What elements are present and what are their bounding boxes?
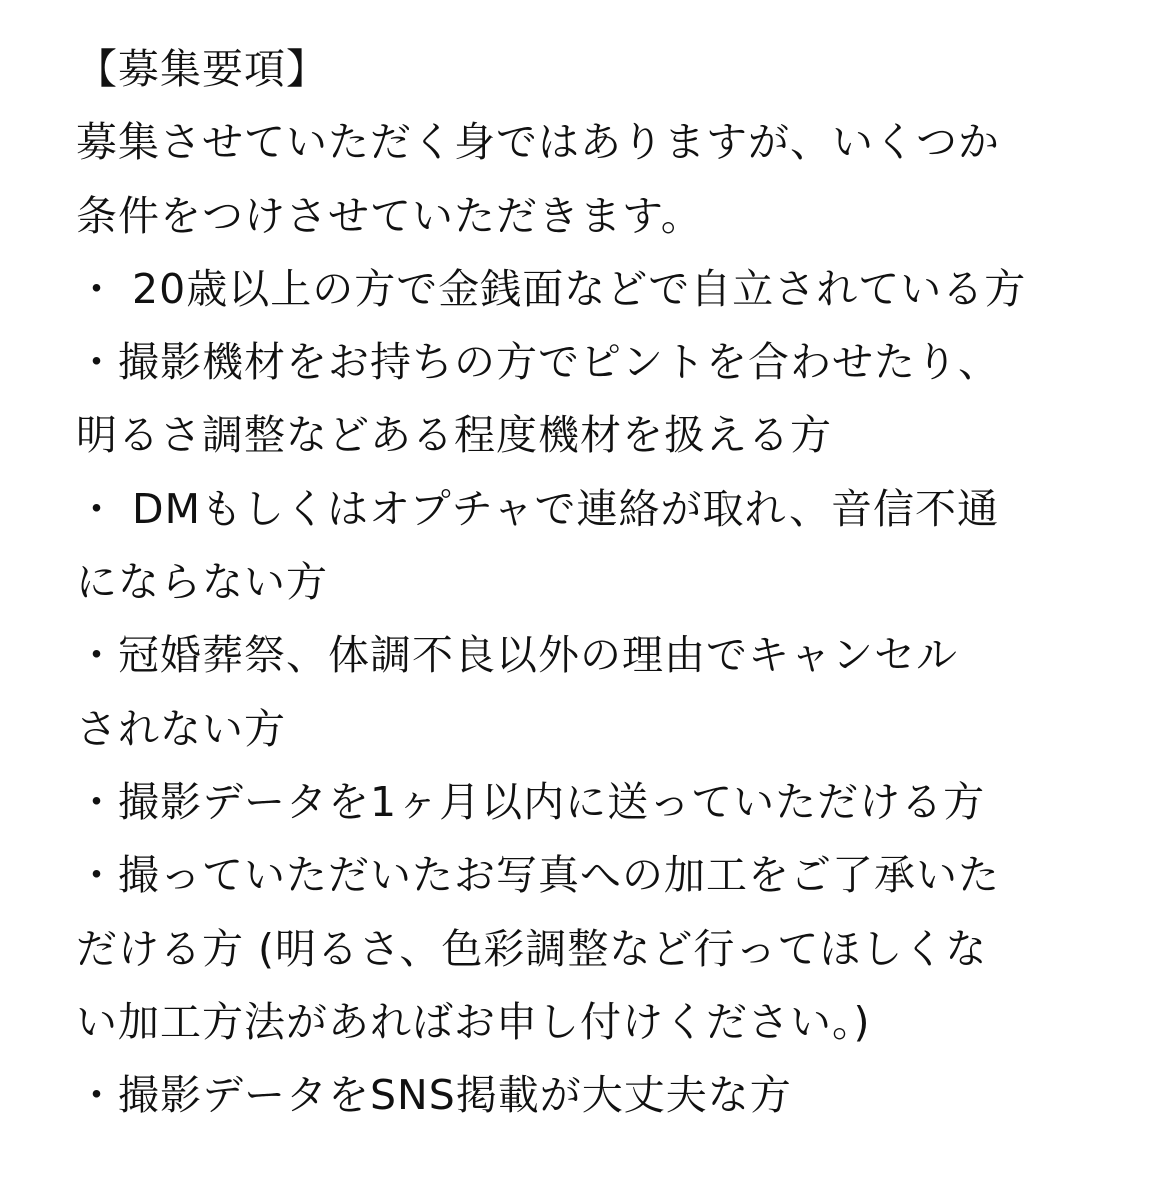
condition-item-equipment: [76, 326, 1116, 473]
condition-line: ・ DMもしくはオプチャで連絡が取れ、音信不通: [76, 484, 999, 533]
condition-line: だける方 (明るさ、色彩調整など行ってほしくな: [76, 924, 988, 973]
condition-item-editing: [76, 839, 1116, 1059]
condition-item-cancellation: [76, 619, 1116, 766]
intro-paragraph: [76, 106, 1116, 253]
condition-line: い加工方法があればお申し付けください。): [76, 997, 871, 1046]
condition-line: ・撮影データをSNS掲載が大丈夫な方: [76, 1071, 792, 1120]
condition-line: ・撮影データを1ヶ月以内に送っていただける方: [76, 777, 986, 826]
condition-line: ・撮影機材をお持ちの方でピントを合わせたり、: [76, 338, 1000, 387]
conditions-list: [76, 253, 1116, 1133]
condition-item-contact: [76, 473, 1116, 620]
condition-line: されない方: [76, 704, 286, 753]
condition-line: ・冠婚葬祭、体調不良以外の理由でキャンセル: [76, 631, 958, 680]
condition-line: ・撮っていただいたお写真への加工をご了承いた: [76, 851, 1000, 900]
condition-item-data-delivery: [76, 766, 1116, 839]
intro-line: 募集させていただく身ではありますが、いくつか: [76, 118, 1000, 167]
section-heading: 【募集要項】: [76, 45, 328, 93]
condition-item-age: [76, 253, 1116, 326]
condition-line: ・ 20歳以上の方で金銭面などで自立されている方: [76, 264, 1027, 313]
recruitment-document: [76, 33, 1116, 1132]
condition-line: にならない方: [76, 558, 328, 607]
intro-line: 条件をつけさせていただきます。: [76, 191, 703, 240]
condition-line: 明るさ調整などある程度機材を扱える方: [76, 411, 832, 460]
condition-item-sns: [76, 1059, 1116, 1132]
